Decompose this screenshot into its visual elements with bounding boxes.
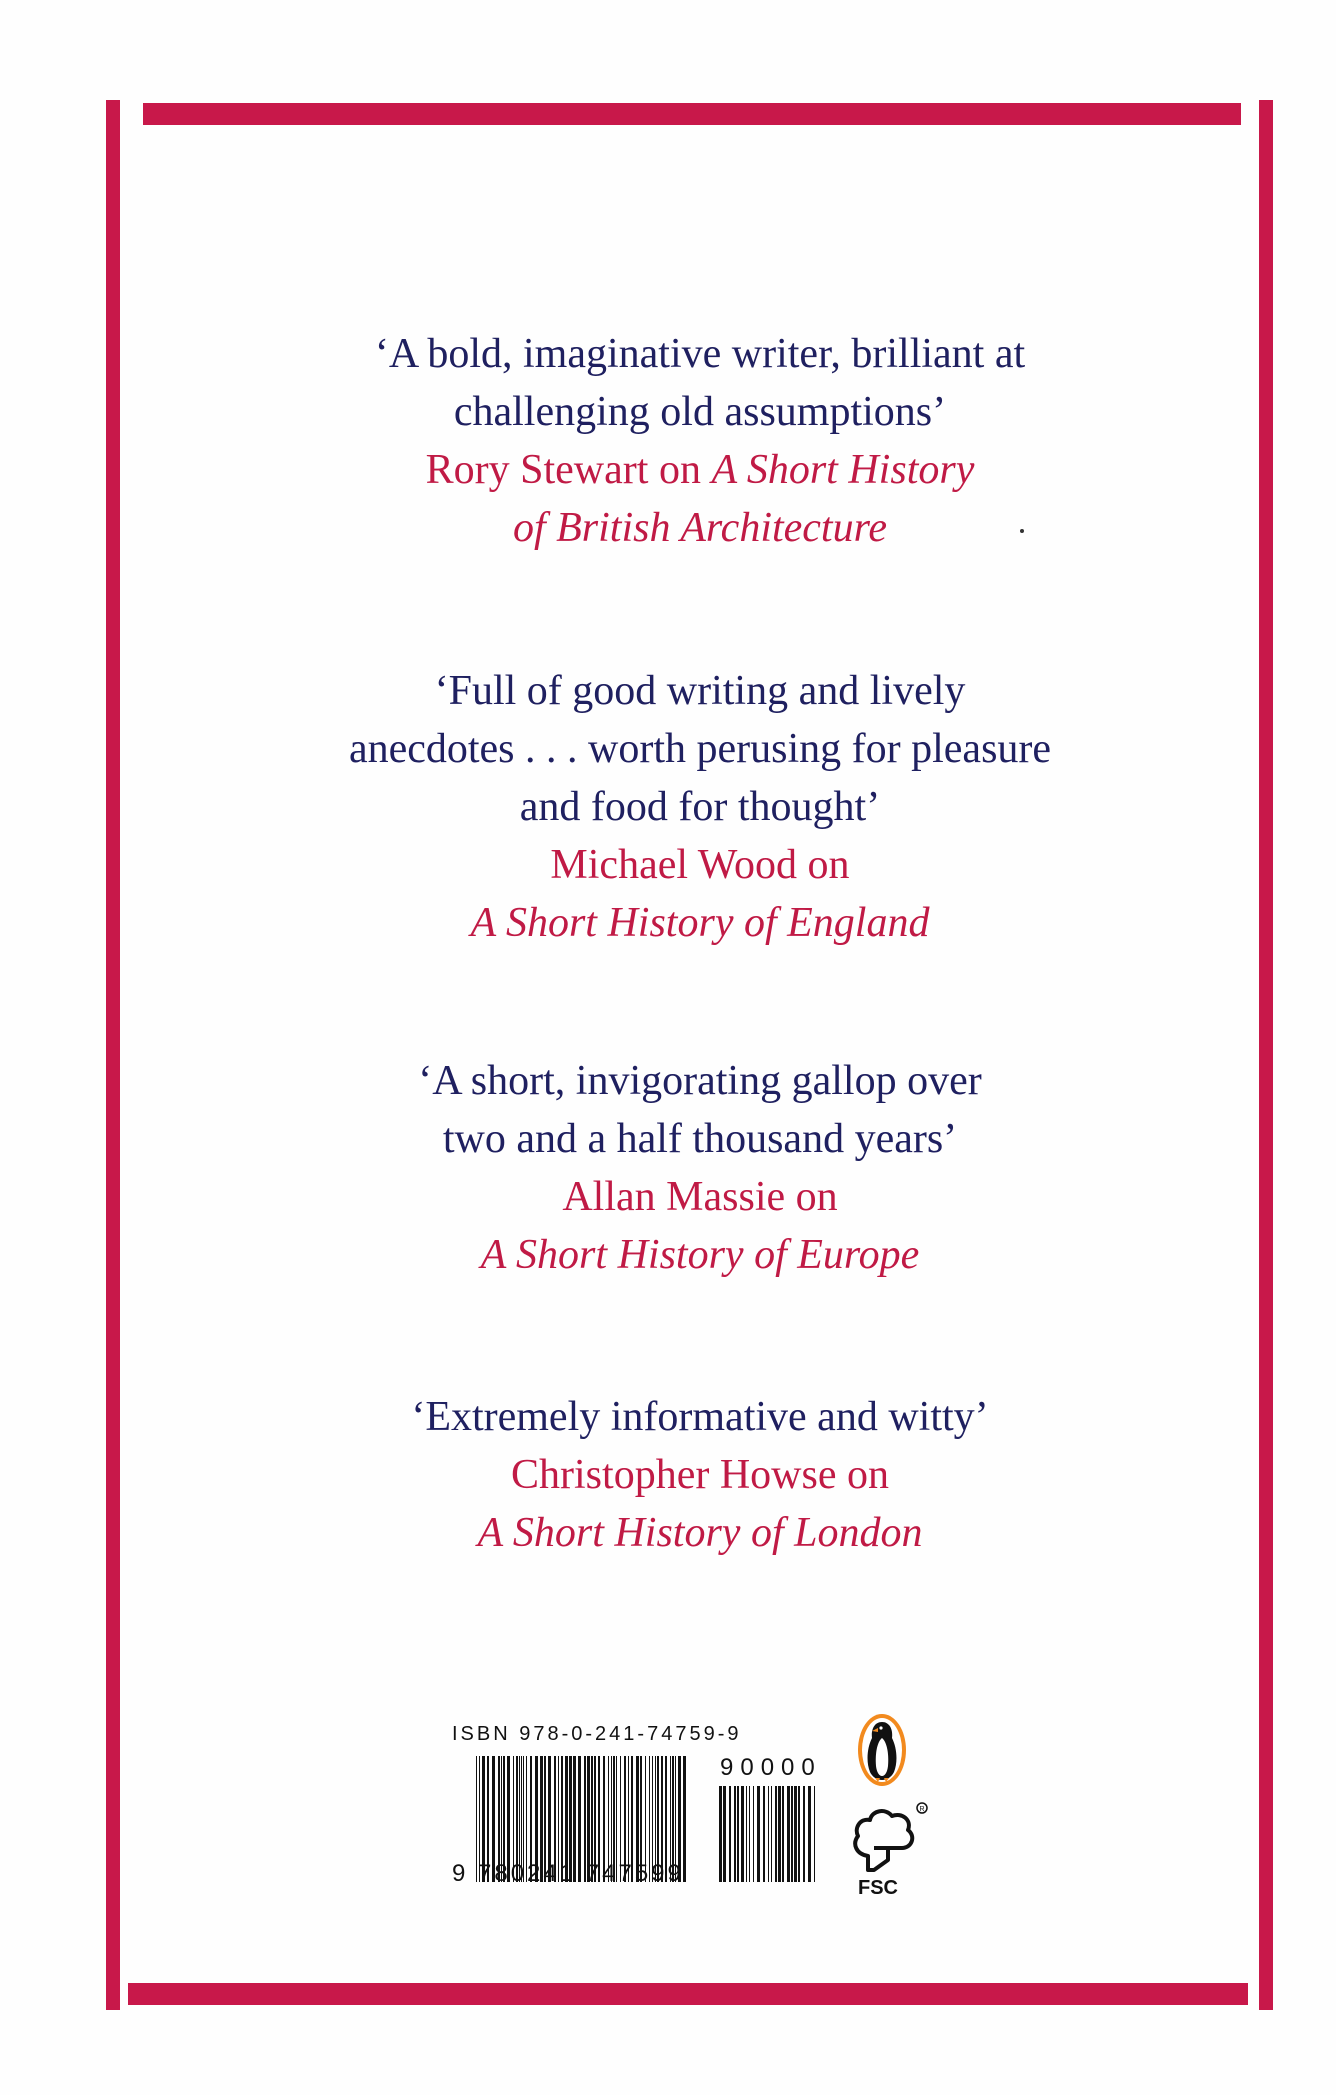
svg-text:R: R [919,1806,925,1813]
barcode-bar [787,1786,790,1882]
quote-line: challenging old assumptions’ [453,389,947,435]
barcode-bar [775,1786,777,1882]
barcode-bar [763,1786,765,1882]
quote-line: anecdotes . . . worth perusing for pleasure [348,726,1052,772]
barcode-bar [757,1786,760,1882]
barcode-bar [798,1786,800,1882]
barcode-bar [753,1786,754,1882]
barcode-bar [723,1786,726,1882]
book-title: A Short History of England [470,900,930,946]
barcode-bar [803,1786,805,1882]
blurb-3 [200,1052,1200,1284]
quote-line: ‘Extremely informative and witty’ [411,1394,989,1440]
border-left [106,100,120,2010]
isbn-label: ISBN 978-0-241-74759-9 [452,1723,742,1745]
fsc-tree-icon [848,1800,932,1876]
penguin-logo-icon [856,1712,908,1788]
barcode-bar [782,1786,784,1882]
quote-line: and food for thought’ [519,784,881,830]
book-title: of British Architecture [512,505,888,551]
barcode-bar [794,1786,797,1882]
barcode-bar [791,1786,793,1882]
barcode-bar [749,1786,750,1882]
fsc-label: FSC [858,1877,898,1899]
reviewer: Christopher Howse on [511,1452,889,1498]
barcode-bar [729,1786,731,1882]
blurbs [200,0,1200,2095]
barcode-bar [719,1786,722,1882]
barcode-number: 9 780241 747599 [452,1860,684,1887]
barcode-bar [768,1786,769,1882]
barcode-bar [778,1786,781,1882]
barcode-bar [741,1786,744,1882]
barcode-bar [814,1786,815,1882]
barcode-addon-number: 90000 [720,1754,822,1781]
reviewer: Allan Massie on [562,1174,838,1220]
quote-line: ‘A bold, imaginative writer, brilliant at [374,331,1026,377]
border-right [1259,100,1273,2010]
blurb-2 [200,662,1200,952]
quote-line: ‘A short, invigorating gallop over [418,1058,982,1104]
quote-line: ‘Full of good writing and lively [434,668,966,714]
barcode-bar [746,1786,747,1882]
barcode-bar [734,1786,736,1882]
book-title: A Short History of London [477,1510,923,1556]
book-title-part: A Short History [711,447,975,493]
book-title: A Short History of Europe [480,1232,920,1278]
blurb-1 [200,325,1200,557]
reviewer: Rory Stewart on [425,447,701,493]
barcode-bar [737,1786,739,1882]
barcode-bar [771,1786,772,1882]
quote-line: two and a half thousand years’ [442,1116,958,1162]
speck [1020,529,1024,533]
reviewer: Michael Wood on [550,842,850,888]
barcode-addon [719,1786,819,1882]
attribution [200,441,1200,499]
barcode-bar [808,1786,811,1882]
blurb-4 [200,1388,1200,1562]
